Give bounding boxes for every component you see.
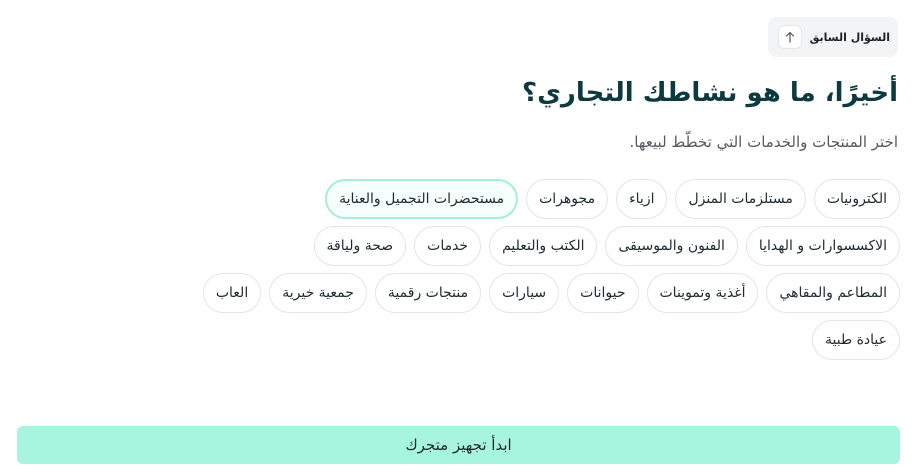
- category-chip[interactable]: الفنون والموسيقى: [605, 226, 737, 266]
- category-chip[interactable]: عيادة طبية: [812, 320, 900, 360]
- category-chip[interactable]: مستلزمات المنزل: [675, 179, 805, 219]
- category-chip[interactable]: صحة ولياقة: [314, 226, 407, 266]
- category-chip[interactable]: العاب: [203, 273, 261, 313]
- category-chip[interactable]: جمعية خيرية: [269, 273, 367, 313]
- category-chip[interactable]: خدمات: [414, 226, 481, 266]
- category-chip[interactable]: ازياء: [616, 179, 667, 219]
- category-chip[interactable]: حيوانات: [567, 273, 638, 313]
- category-chip[interactable]: أغذية وتموينات: [647, 273, 759, 313]
- page-title: أخيرًا، ما هو نشاطك التجاري؟: [522, 78, 898, 108]
- arrow-up-icon: [778, 25, 802, 49]
- category-chip[interactable]: سيارات: [489, 273, 559, 313]
- category-chip-selected[interactable]: مستحضرات التجميل والعناية: [325, 179, 518, 219]
- category-chip[interactable]: الكتب والتعليم: [489, 226, 597, 266]
- category-chip[interactable]: الكترونيات: [814, 179, 900, 219]
- category-chip[interactable]: المطاعم والمقاهي: [766, 273, 900, 313]
- category-chip-list: [200, 179, 900, 360]
- previous-question-button[interactable]: [768, 17, 898, 57]
- page-subtitle: اختر المنتجات والخدمات التي تخطّط لبيعها.: [629, 133, 898, 151]
- category-chip[interactable]: الاكسسوارات و الهدايا: [746, 226, 900, 266]
- start-store-setup-button[interactable]: ابدأ تجهيز متجرك: [17, 426, 900, 464]
- previous-question-label: السؤال السابق: [809, 30, 890, 44]
- category-chip[interactable]: مجوهرات: [526, 179, 608, 219]
- category-chip[interactable]: منتجات رقمية: [375, 273, 481, 313]
